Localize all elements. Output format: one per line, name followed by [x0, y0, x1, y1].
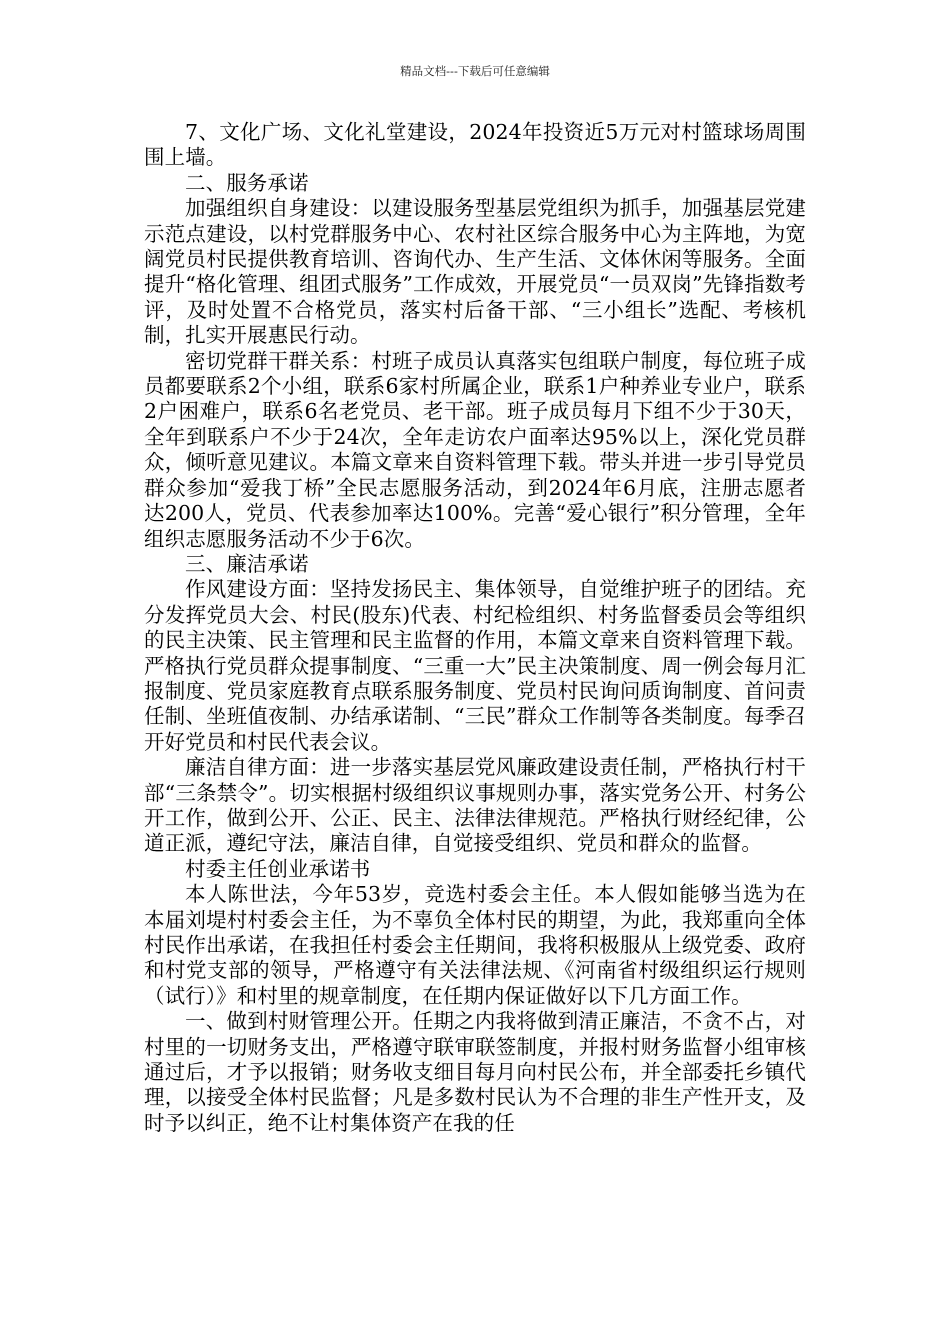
paragraph-organization-building: 加强组织自身建设：以建设服务型基层党组织为抓手，加强基层党建示范点建设，以村党群服务中心、农村社区综合服务中心为主阵地，为宽阔党员村民提供教育培训、咨询代办、生产生活、文体休闲等服务。全面提升“格化管理、组团式服务”工作成效，开展党员“一员双岗”先锋指数考评，及时处置不合格党员，落实村后备干部、“三小组长”选配、考核机制，扎实开展惠民行动。	[144, 196, 806, 348]
document-subtitle: 村委主任创业承诺书	[185, 856, 371, 881]
paragraph-work-style: 作风建设方面：坚持发扬民主、集体领导，自觉维护班子的团结。充分发挥党员大会、村民(股东)代表、村纪检组织、村务监督委员会等组织的民主决策、民主管理和民主监督的作用，本篇文章来自资料管理下载。严格执行党员群众提事制度、“三重一大”民主决策制度、周一例会每月汇报制度、党员家庭教育点联系服务制度、党员村民询问质询制度、首问责任制、坐班值夜制、办结承诺制、“三民”群众工作制等各类制度。每季召开好党员和村民代表会议。	[144, 577, 806, 754]
section-heading-service-pledge: 二、服务承诺	[185, 170, 309, 195]
document-body	[144, 120, 806, 1136]
paragraph-self-discipline: 廉洁自律方面：进一步落实基层党风廉政建设责任制，严格执行村干部“三条禁令”。切实根据村级组织议事规则办事，落实党务公开、村务公开工作，做到公开、公正、民主、法律法律规范。严格执行财经纪律，公道正派，遵纪守法，廉洁自律，自觉接受组织、党员和群众的监督。	[144, 755, 806, 856]
paragraph-finance-disclosure: 一、做到村财管理公开。任期之内我将做到清正廉洁，不贪不占，对村里的一切财务支出，严格遵守联审联签制度，并报村财务监督小组审核通过后，才予以报销；财务收支细目每月向村民公布，并全部委托乡镇代理，以接受全体村民监督；凡是多数村民认为不合理的非生产性开支，及时予以纠正，绝不让村集体资产在我的任	[144, 1009, 806, 1135]
paragraph-party-mass-relations: 密切党群干群关系：村班子成员认真落实包组联户制度，每位班子成员都要联系2个小组，联系6家村所属企业，联系1户种养业专业户，联系2户困难户，联系6名老党员、老干部。班子成员每月下组不少于30天，全年到联系户不少于24次，全年走访农户面率达95%以上，深化党员群众，倾听意见建议。本篇文章来自资料管理下载。带头并进一步引导党员群众参加“爱我丁桥”全民志愿服务活动，到2024年6月底，注册志愿者达200人，党员、代表参加率达100%。完善“爱心银行”积分管理，全年组织志愿服务活动不少于6次。	[144, 348, 807, 551]
page-header: 精品文档---下载后可任意编辑	[400, 64, 550, 78]
section-heading-integrity-pledge: 三、廉洁承诺	[185, 551, 309, 576]
paragraph-candidate-intro: 本人陈世法，今年53岁，竞选村委会主任。本人假如能够当选为在本届刘堤村村委会主任，为不辜负全体村民的期望，为此，我郑重向全体村民作出承诺，在我担任村委会主任期间，我将积极服从上级党委、政府和村党支部的领导，严格遵守有关法律法规、《河南省村级组织运行规则（试行）》和村里的规章制度，在任期内保证做好以下几方面工作。	[144, 882, 806, 1008]
paragraph-item-7: 7、文化广场、文化礼堂建设，2024年投资近5万元对村篮球场周围围上墙。	[144, 120, 806, 170]
